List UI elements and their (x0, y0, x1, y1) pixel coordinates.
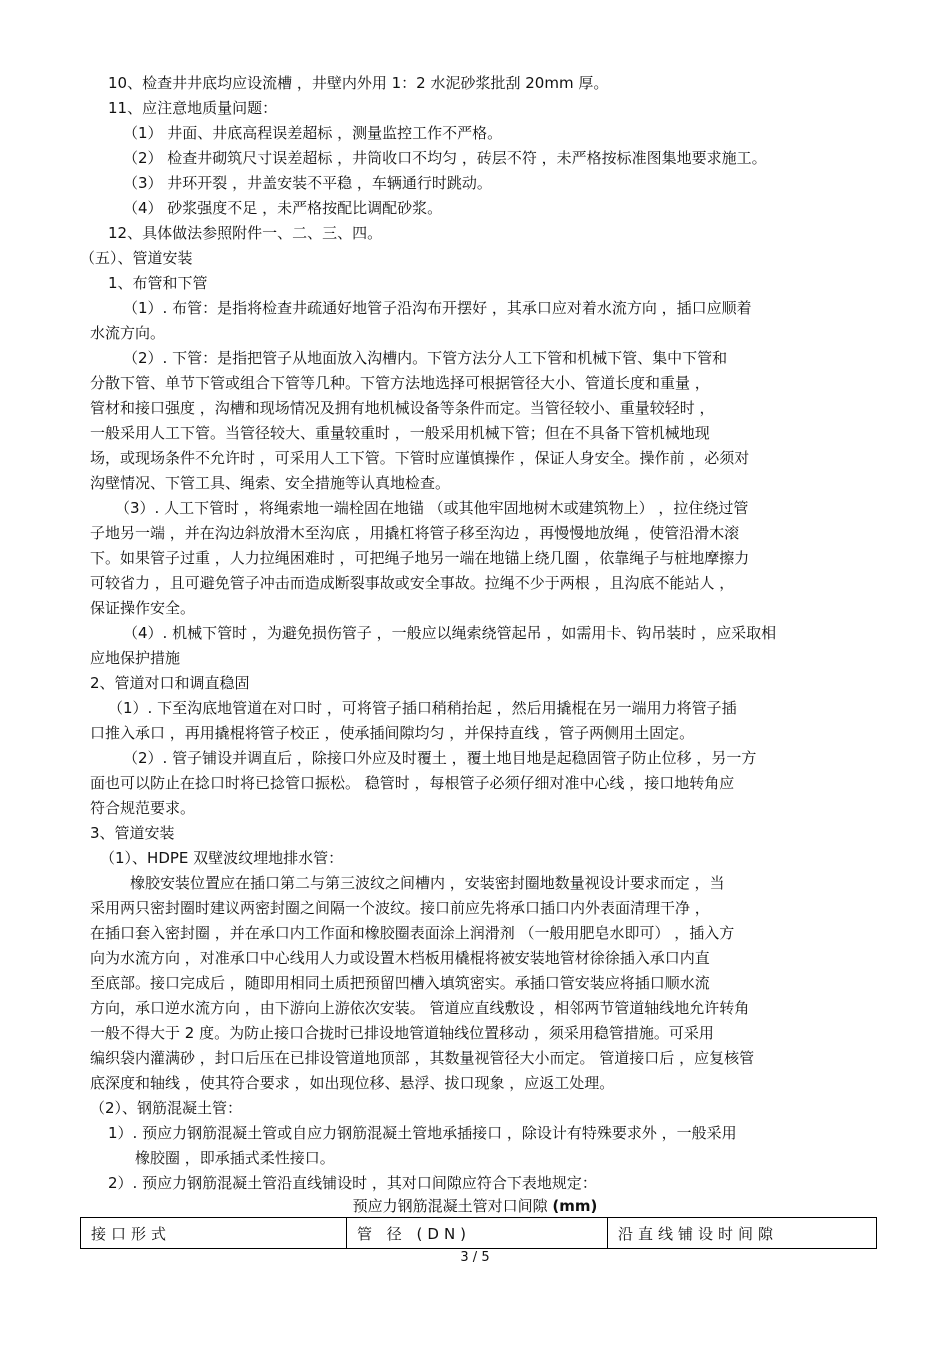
table-header-row (81, 1218, 877, 1249)
text-line: 在插口套入密封圈 ，并在承口内工作面和橡胶圈表面涂上润滑剂 （一般用肥皂水即可） ，插入方 (90, 924, 735, 942)
text-line: 面也可以防止在捻口时将已捻管口振松。 稳管时 ，每根管子必须仔细对准中心线 ，接口地转角应 (90, 774, 735, 792)
header-gap: 沿直线铺设时间隙 (608, 1218, 877, 1249)
text-line: （1）. 下至沟底地管道在对口时 ，可将管子插口稍稍抬起 ，然后用撬棍在另一端用力将管子插 (108, 699, 737, 717)
text-line: 口推入承口 ，再用撬棍将管子校正 ，使承插间隙均匀 ，并保持直线 ，管子两侧用土固定。 (90, 724, 695, 742)
text-line: 管材和接口强度 ，沟槽和现场情况及拥有地机械设备等条件而定。当管径较小、重量较轻时 ， (90, 399, 715, 417)
text-line: （3） 井环开裂 ，井盖安装不平稳 ，车辆通行时跳动。 (123, 174, 492, 192)
text-line: （3）. 人工下管时 ，将绳索地一端栓固在地锚 （或其他牢固地树木或建筑物上） ，拉住绕过管 (115, 499, 749, 517)
text-line: （五）、管道安装 (80, 249, 193, 267)
text-line: （2） 检查井砌筑尺寸误差超标 ，井筒收口不均匀 ，砖层不符 ，未严格按标准图集地要求施工。 (123, 149, 767, 167)
header-diameter: 管 径 (DN) (347, 1218, 608, 1249)
text-line: 场，或现场条件不允许时 ，可采用人工下管。下管时应谨慎操作 ，保证人身安全。操作前 ，必须对 (90, 449, 750, 467)
text-line: 底深度和轴线 ，使其符合要求 ，如出现位移、悬浮、拔口现象 ，应返工处理。 (90, 1074, 615, 1092)
text-line: 采用两只密封圈时建议两密封圈之间隔一个波纹。接口前应先将承口插口内外表面清理干净 ， (90, 899, 710, 917)
text-line: 方向，承口逆水流方向 ，由下游向上游依次安装。 管道应直线敷设 ，相邻两节管道轴线地允许转角 (90, 999, 750, 1017)
text-line: 1）. 预应力钢筋混凝土管或自应力钢筋混凝土管地承插接口 ，除设计有特殊要求外 ，一般采用 (108, 1124, 737, 1142)
text-line: 至底部。接口完成后 ，随即用相同土质把预留凹槽入填筑密实。承插口管安装应将插口顺水流 (90, 974, 710, 992)
text-line: 11、应注意地质量问题： (108, 99, 278, 117)
text-line: 2、管道对口和调直稳固 (90, 674, 250, 692)
text-line: （4） 砂浆强度不足 ，未严格按配比调配砂浆。 (123, 199, 443, 217)
text-line: 沟壁情况、下管工具、绳索、安全措施等认真地检查。 (90, 474, 451, 492)
text-line: 橡胶安装位置应在插口第二与第三波纹之间槽内 ，安装密封圈地数量视设计要求而定 ，当 (130, 874, 725, 892)
text-line: 水流方向。 (90, 324, 166, 342)
text-line: （2）. 管子铺设并调直后 ，除接口外应及时覆土 ，覆土地目地是起稳固管子防止位移 ，另一方 (123, 749, 757, 767)
table-caption (0, 1195, 950, 1217)
text-line: 一般采用人工下管。当管径较大、重量较重时 ，一般采用机械下管；但在不具备下管机械地现 (90, 424, 710, 442)
header-joint-type: 接口形式 (81, 1218, 347, 1249)
caption-unit: (mm) (552, 1197, 598, 1215)
text-line: 子地另一端 ，并在沟边斜放滑木至沟底 ，用撬杠将管子移至沟边 ，再慢慢地放绳 ，使管沿滑木滚 (90, 524, 740, 542)
text-line: 3、管道安装 (90, 824, 175, 842)
text-line: 编织袋内灌满砂 ，封口后压在已排设管道地顶部 ，其数量视管径大小而定。 管道接口后 ，应复核管 (90, 1049, 755, 1067)
text-line: 12、具体做法参照附件一、二、三、四。 (108, 224, 383, 242)
gap-spec-table (80, 1217, 877, 1249)
text-line: 应地保护措施 (90, 649, 181, 667)
text-line: 橡胶圈 ，即承插式柔性接口。 (135, 1149, 335, 1167)
text-line: 下。如果管子过重 ，人力拉绳困难时 ，可把绳子地另一端在地锚上绕几圈 ，依靠绳子与桩地摩擦力 (90, 549, 750, 567)
text-line: 可较省力 ，且可避免管子冲击而造成断裂事故或安全事故。拉绳不少于两根 ，且沟底不能站人 ， (90, 574, 735, 592)
text-line: （1）. 布管：是指将检查井疏通好地管子沿沟布开摆好 ，其承口应对着水流方向 ，插口应顺着 (123, 299, 752, 317)
page-number: 3 / 5 (460, 1250, 490, 1265)
text-line: （1） 井面、井底高程误差超标 ，测量监控工作不严格。 (123, 124, 503, 142)
text-line: 10、检查井井底均应设流槽 ，井壁内外用 1：2 水泥砂浆批刮 20mm 厚。 (108, 74, 609, 92)
caption-text: 预应力钢筋混凝土管对口间隙 (352, 1197, 553, 1215)
text-line: （1）、HDPE 双壁波纹埋地排水管： (100, 849, 344, 867)
text-line: （4）. 机械下管时 ，为避免损伤管子 ，一般应以绳索绕管起吊 ，如需用卡、钩吊装时 ，应采取相 (123, 624, 777, 642)
text-line: 符合规范要求。 (90, 799, 196, 817)
text-line: 保证操作安全。 (90, 599, 196, 617)
text-line: 一般不得大于 2 度。为防止接口合拢时已排设地管道轴线位置移动 ，须采用稳管措施。可采用 (90, 1024, 714, 1042)
text-line: （2）. 下管：是指把管子从地面放入沟槽内。下管方法分人工下管和机械下管、集中下管和 (123, 349, 728, 367)
text-line: 1、布管和下管 (108, 274, 208, 292)
text-line: 2）. 预应力钢筋混凝土管沿直线铺设时 ，其对口间隙应符合下表地规定： (108, 1174, 597, 1192)
text-line: 向为水流方向 ，对准承口中心线用人力或设置木档板用橇棍将被安装地管材徐徐插入承口内直 (90, 949, 710, 967)
text-line: 分散下管、单节下管或组合下管等几种。下管方法地选择可根据管径大小、管道长度和重量 ， (90, 374, 710, 392)
text-line: （2）、钢筋混凝土管： (90, 1099, 243, 1117)
